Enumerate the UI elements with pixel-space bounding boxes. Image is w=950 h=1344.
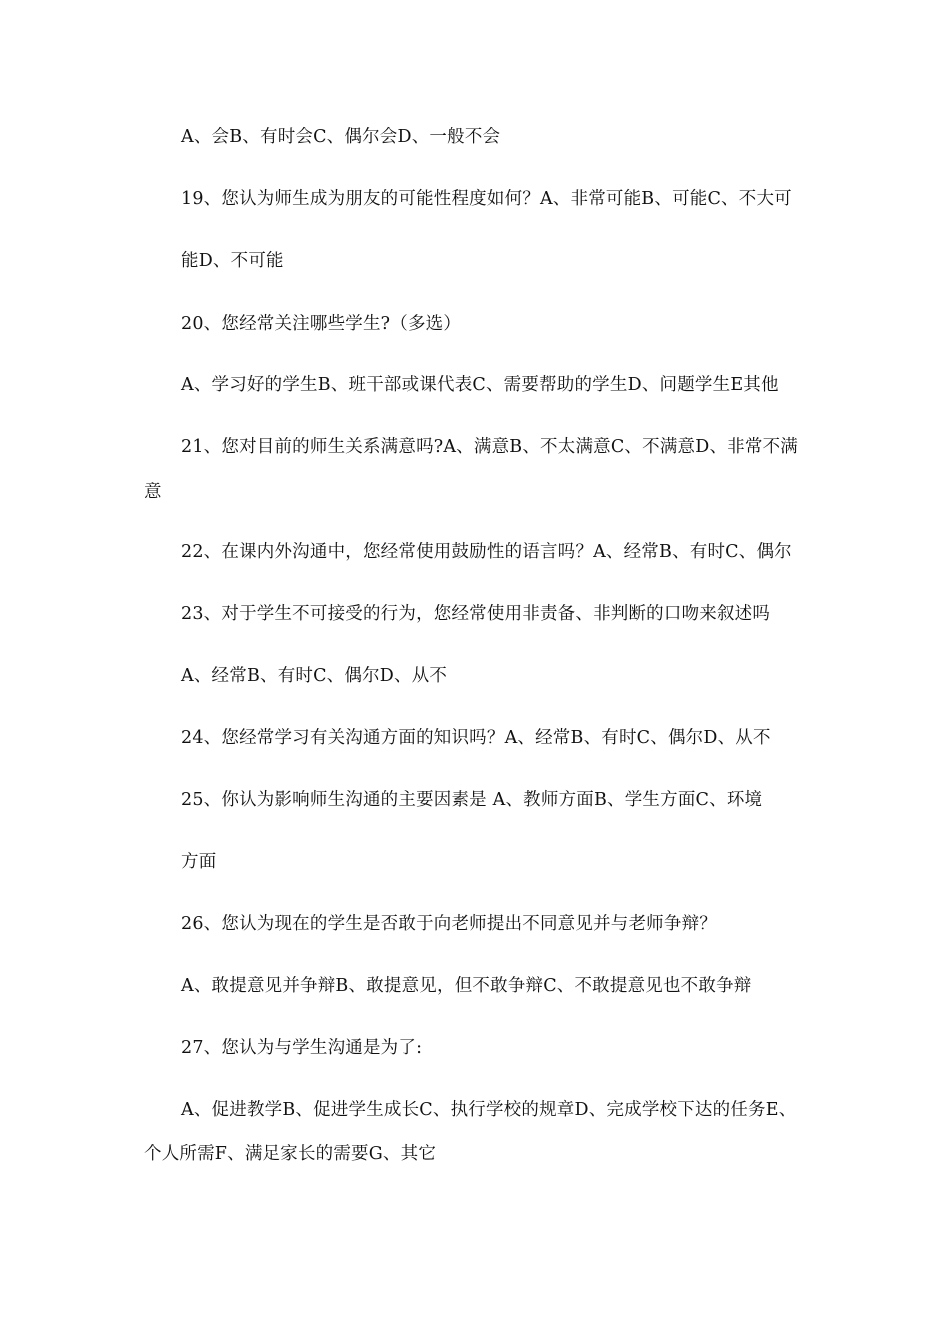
text-line-q20-options: A、学习好的学生B、班干部或课代表C、需要帮助的学生D、问题学生E其他 [181,375,779,395]
text-line-q26-options: A、敢提意见并争辩B、敢提意见，但不敢争辩C、不敢提意见也不敢争辩 [181,976,752,996]
text-line-q25-cont: 方面 [181,852,217,872]
text-line-q25: 25、你认为影响师生沟通的主要因素是 A、教师方面B、学生方面C、环境 [181,790,763,810]
text-line-q23-options: A、经常B、有时C、偶尔D、从不 [181,666,448,686]
text-line-q23: 23、对于学生不可接受的行为，您经常使用非责备、非判断的口吻来叙述吗 [181,604,771,624]
text-line-q26: 26、您认为现在的学生是否敢于向老师提出不同意见并与老师争辩？ [181,914,717,934]
text-line-q21: 21、您对目前的师生关系满意吗?A、满意B、不太满意C、不满意D、非常不满 [181,437,798,457]
text-line-q22: 22、在课内外沟通中，您经常使用鼓励性的语言吗？A、经常B、有时C、偶尔 [181,542,792,562]
text-line-q21-cont: 意 [144,482,162,502]
text-line-q27-options: A、促进教学B、促进学生成长C、执行学校的规章D、完成学校下达的任务E、 [181,1100,797,1120]
text-line-q20: 20、您经常关注哪些学生?（多选） [181,314,462,334]
text-line-q19: 19、您认为师生成为朋友的可能性程度如何？A、非常可能B、可能C、不大可 [181,189,792,209]
text-line-q27-options-cont: 个人所需F、满足家长的需要G、其它 [144,1144,437,1164]
text-line-q27: 27、您认为与学生沟通是为了: [181,1038,423,1058]
text-line-q19-cont: 能D、不可能 [181,251,284,271]
text-line-18-options: A、会B、有时会C、偶尔会D、一般不会 [181,127,501,147]
text-line-q24: 24、您经常学习有关沟通方面的知识吗？A、经常B、有时C、偶尔D、从不 [181,728,771,748]
